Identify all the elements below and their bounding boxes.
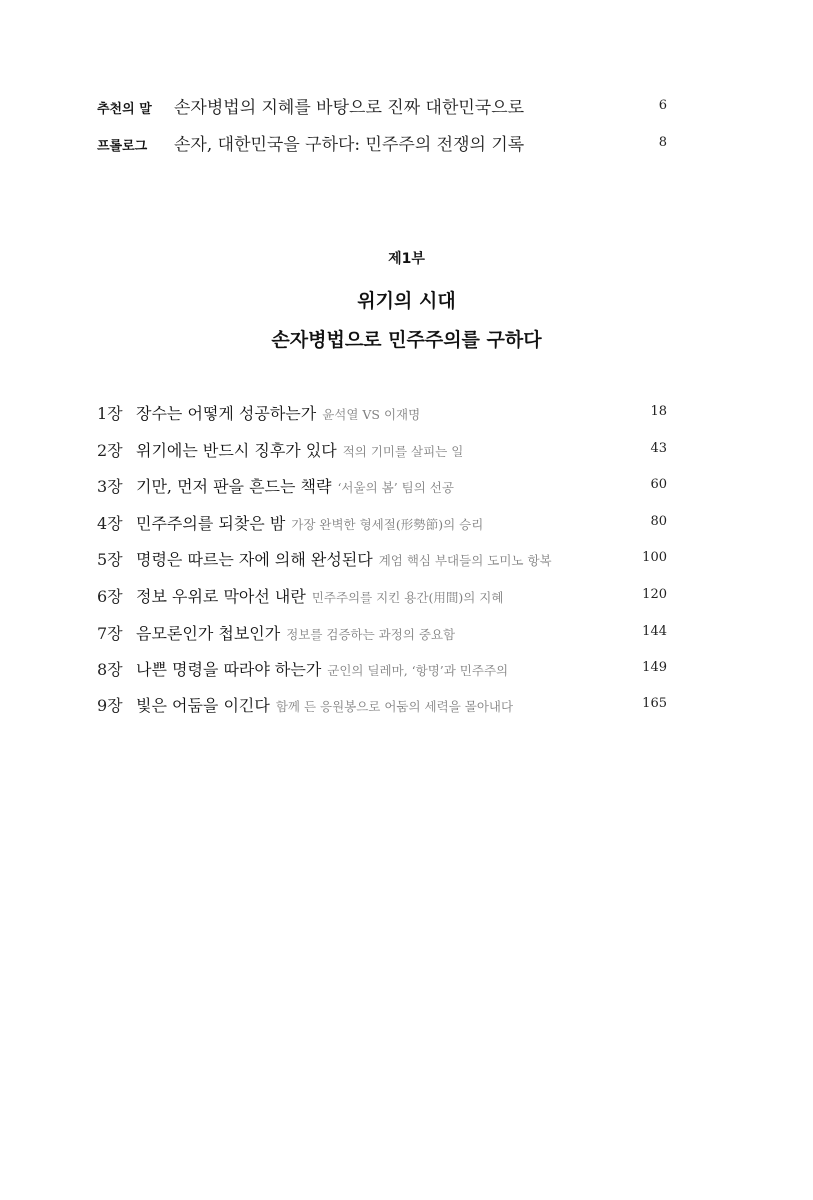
chapter-subtitle: 적의 기미를 살피는 일 xyxy=(342,444,464,459)
chapter-heading xyxy=(136,621,455,644)
chapter-heading xyxy=(136,511,483,534)
chapter-page-number: 43 xyxy=(650,441,667,456)
chapter-heading xyxy=(136,584,503,607)
chapter-title: 정보 우위로 막아선 내란 xyxy=(136,587,306,606)
toc-chapter-4[interactable] xyxy=(0,511,813,541)
entry-label: 추천의 말 xyxy=(97,102,152,117)
chapter-heading xyxy=(136,401,420,424)
toc-chapter-6[interactable] xyxy=(0,584,813,614)
chapter-number: 5장 xyxy=(97,550,123,569)
chapter-number: 1장 xyxy=(97,404,123,423)
chapter-title: 빛은 어둠을 이긴다 xyxy=(136,696,270,715)
chapter-subtitle: 윤석열 VS 이재명 xyxy=(322,407,421,422)
toc-entry-recommendation[interactable] xyxy=(0,93,813,123)
chapter-page-number: 18 xyxy=(650,404,667,419)
chapter-subtitle: 함께 든 응원봉으로 어둠의 세력을 몰아내다 xyxy=(275,699,514,714)
part-label: 제1부 xyxy=(388,251,425,267)
toc-chapter-3[interactable] xyxy=(0,474,813,504)
chapter-page-number: 165 xyxy=(642,696,667,711)
chapter-title: 장수는 어떻게 성공하는가 xyxy=(136,404,317,423)
toc-entry-prologue[interactable] xyxy=(0,130,813,160)
chapter-page-number: 144 xyxy=(642,624,667,639)
chapter-heading xyxy=(136,657,508,680)
chapter-number: 8장 xyxy=(97,660,123,679)
chapter-heading xyxy=(136,547,552,570)
chapter-subtitle: ‘서울의 봄’ 팀의 선공 xyxy=(337,480,454,495)
chapter-number: 7장 xyxy=(97,624,123,643)
chapter-page-number: 100 xyxy=(642,550,667,565)
entry-page-number: 6 xyxy=(658,98,667,113)
toc-chapter-2[interactable] xyxy=(0,438,813,468)
part-title-line2: 손자병법으로 민주주의를 구하다 xyxy=(271,329,542,351)
toc-chapter-7[interactable] xyxy=(0,621,813,651)
chapter-subtitle: 민주주의를 지킨 용간(用間)의 지혜 xyxy=(311,590,504,605)
chapter-subtitle: 가장 완벽한 형세절(形勢節)의 승리 xyxy=(291,517,484,532)
chapter-title: 음모론인가 첩보인가 xyxy=(136,624,281,643)
entry-title: 손자병법의 지혜를 바탕으로 진짜 대한민국으로 xyxy=(174,98,525,118)
chapter-heading xyxy=(136,438,463,461)
toc-chapter-9[interactable] xyxy=(0,693,813,723)
toc-chapter-5[interactable] xyxy=(0,547,813,577)
chapter-number: 4장 xyxy=(97,514,123,533)
part-title-line1: 위기의 시대 xyxy=(357,290,456,312)
toc-chapter-8[interactable] xyxy=(0,657,813,687)
chapter-number: 9장 xyxy=(97,696,123,715)
entry-title: 손자, 대한민국을 구하다: 민주주의 전쟁의 기록 xyxy=(174,135,525,155)
chapter-number: 2장 xyxy=(97,441,123,460)
chapter-heading xyxy=(136,474,454,497)
chapter-number: 6장 xyxy=(97,587,123,606)
chapter-page-number: 80 xyxy=(650,514,667,529)
chapter-heading xyxy=(136,693,513,716)
chapter-title: 명령은 따르는 자에 의해 완성된다 xyxy=(136,550,373,569)
chapter-title: 위기에는 반드시 징후가 있다 xyxy=(136,441,337,460)
chapter-number: 3장 xyxy=(97,477,123,496)
chapter-subtitle: 군인의 딜레마, ‘항명’과 민주주의 xyxy=(327,663,509,678)
entry-label: 프롤로그 xyxy=(97,139,148,154)
chapter-title: 민주주의를 되찾은 밤 xyxy=(136,514,286,533)
entry-page-number: 8 xyxy=(658,135,667,150)
chapter-page-number: 120 xyxy=(642,587,667,602)
chapter-page-number: 60 xyxy=(650,477,667,492)
chapter-title: 나쁜 명령을 따라야 하는가 xyxy=(136,660,322,679)
chapter-subtitle: 정보를 검증하는 과정의 중요함 xyxy=(286,627,456,642)
chapter-title: 기만, 먼저 판을 흔드는 책략 xyxy=(136,477,332,496)
chapter-page-number: 149 xyxy=(642,660,667,675)
toc-chapter-1[interactable] xyxy=(0,401,813,431)
chapter-subtitle: 계엄 핵심 부대들의 도미노 항복 xyxy=(378,553,552,568)
